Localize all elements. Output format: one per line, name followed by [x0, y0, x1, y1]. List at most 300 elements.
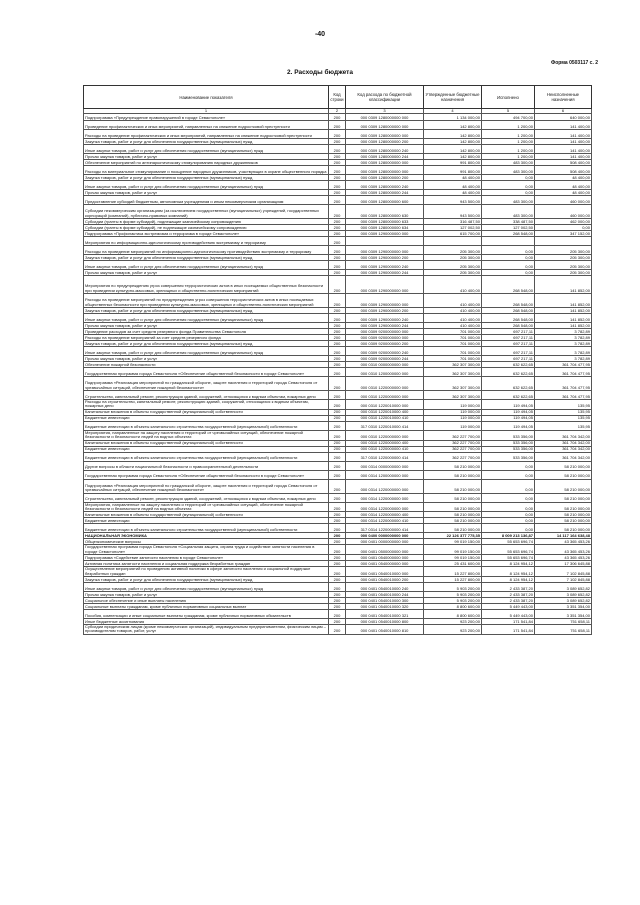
row-executed: 8 124 954,12 — [482, 561, 535, 567]
row-executed: 1 200,00 — [482, 121, 535, 130]
row-code: 200 — [329, 166, 346, 175]
row-code: 200 — [329, 205, 346, 219]
row-executed: 632 622,65 — [482, 391, 535, 400]
row-remaining: 361 704 342,00 — [535, 440, 592, 446]
row-approved: 701 000,00 — [424, 329, 482, 335]
row-approved: 205 300,00 — [424, 270, 482, 276]
row-name: Мероприятия по предупреждению угроз совершения террористических актов в иных посещаемых общественных безопасности при проведении культурно-массовых, зрелищных и общественно-политических мероприятий — [84, 276, 329, 294]
row-approved: 205 300,00 — [424, 246, 482, 255]
row-approved: 1 134 000,00 — [424, 114, 482, 121]
row-code: 200 — [329, 583, 346, 592]
column-header-approved: Утвержденные бюджетные назначения — [424, 86, 482, 109]
row-kbk: 000 0309 1280000000 000 — [346, 121, 424, 130]
row-kbk: 000 0309 1290000000 000 — [346, 231, 424, 237]
table-row — [84, 246, 592, 255]
row-remaining: 141 852,00 — [535, 314, 592, 323]
row-code: 200 — [329, 610, 346, 619]
row-approved: 615 700,00 — [424, 231, 482, 237]
row-name: Прочая закупка товаров, работ и услуг — [84, 592, 329, 598]
row-kbk: 000 0309 1290000000 240 — [346, 314, 424, 323]
row-code: 200 — [329, 261, 346, 270]
row-remaining: 508 400,00 — [535, 166, 592, 175]
row-kbk: 000 0401 0540010000 000 — [346, 567, 424, 577]
row-code: 200 — [329, 294, 346, 308]
row-executed: 483 300,00 — [482, 205, 535, 219]
table-row — [84, 625, 592, 635]
row-code: 200 — [329, 255, 346, 261]
row-remaining: 58 210 000,00 — [535, 479, 592, 493]
row-code: 200 — [329, 356, 346, 362]
table-row — [84, 561, 592, 567]
row-executed: 127 002,50 — [482, 225, 535, 231]
row-kbk: 000 0401 0540010000 244 — [346, 592, 424, 598]
row-name: Иные закупки товаров, работ и услуг для обеспечения государственных (муниципальных) нужд — [84, 314, 329, 323]
column-number: 6 — [535, 109, 592, 114]
row-executed: 0,00 — [482, 190, 535, 196]
row-code: 200 — [329, 314, 346, 323]
table-row — [84, 225, 592, 231]
column-header-row-code: Код строки — [329, 86, 346, 109]
row-remaining: 48 400,00 — [535, 190, 592, 196]
row-code: 200 — [329, 246, 346, 255]
row-name: Проведение расходов за счет средств резервного фонда Правительства Севастополя — [84, 329, 329, 335]
row-kbk: 000 0314 1200000000 000 — [346, 470, 424, 479]
row-remaining: 462 000,00 — [535, 219, 592, 225]
row-executed: 0,00 — [482, 181, 535, 190]
row-approved: 8 800 600,00 — [424, 610, 482, 619]
row-kbk: 000 0309 1280000000 200 — [346, 175, 424, 181]
expenses-table — [83, 85, 592, 635]
row-name: НАЦИОНАЛЬНАЯ ЭКОНОМИКА — [84, 533, 329, 539]
row-kbk: 000 0309 1280000000 000 — [346, 114, 424, 121]
row-approved: 58 210 000,00 — [424, 470, 482, 479]
row-executed: 8 009 213 136,87 — [482, 533, 535, 539]
row-executed: 0,00 — [482, 246, 535, 255]
row-approved: 205 300,00 — [424, 261, 482, 270]
table-row — [84, 196, 592, 205]
row-code: 200 — [329, 619, 346, 625]
row-kbk: 000 0310 1220000000 000 — [346, 377, 424, 391]
row-executed: 1 200,00 — [482, 130, 535, 139]
row-kbk: 000 0314 1220000000 000 — [346, 493, 424, 502]
row-remaining: 141 400,00 — [535, 154, 592, 160]
row-executed: 632 622,65 — [482, 368, 535, 377]
row-code: 200 — [329, 592, 346, 598]
row-remaining: 205 300,00 — [535, 261, 592, 270]
row-code: 200 — [329, 461, 346, 470]
row-code: 200 — [329, 130, 346, 139]
table-row — [84, 237, 592, 246]
row-name: Предоставление субсидий бюджетным, автономным учреждениям и иным некоммерческим организациям — [84, 196, 329, 205]
row-kbk: 000 0309 1280000000 244 — [346, 154, 424, 160]
table-row — [84, 368, 592, 377]
row-name: Закупка товаров, работ и услуг для обеспечения государственных (муниципальных) нужд — [84, 175, 329, 181]
row-name: Пособия, компенсации и иные социальные выплаты гражданам, кроме публичных нормативных обязательств — [84, 610, 329, 619]
table-row — [84, 145, 592, 154]
row-remaining: 205 300,00 — [535, 246, 592, 255]
row-kbk: 000 0309 1290000000 240 — [346, 261, 424, 270]
table-row — [84, 545, 592, 555]
row-code: 200 — [329, 502, 346, 512]
row-code: 200 — [329, 362, 346, 368]
row-kbk: 000 0309 1280000000 630 — [346, 205, 424, 219]
row-remaining: 7 102 845,88 — [535, 577, 592, 583]
row-kbk: 000 0310 1200000000 000 — [346, 368, 424, 377]
table-row — [84, 452, 592, 461]
row-approved: 943 500,00 — [424, 205, 482, 219]
row-remaining: 43 365 453,26 — [535, 545, 592, 555]
row-remaining: 48 400,00 — [535, 181, 592, 190]
row-executed: 2 433 387,20 — [482, 583, 535, 592]
table-row — [84, 598, 592, 604]
row-kbk: 000 0309 1290000000 200 — [346, 308, 424, 314]
row-name: Расходы на проведение мероприятий по предупреждению угроз совершения террористических актов в иных посещаемых общественных безопасности при проведении культурно-массовых, зрелищных и общественно-политических мероприятий — [84, 294, 329, 308]
table-row — [84, 205, 592, 219]
table-row — [84, 524, 592, 533]
row-kbk: 000 0401 0540010000 320 — [346, 604, 424, 610]
row-approved: 15 227 800,00 — [424, 577, 482, 583]
row-executed: 119 494,05 — [482, 415, 535, 421]
row-remaining: 3 782,89 — [535, 329, 592, 335]
row-executed: 171 541,84 — [482, 619, 535, 625]
row-approved: 58 210 000,00 — [424, 512, 482, 518]
row-name: Прочая закупка товаров, работ и услуг — [84, 356, 329, 362]
row-kbk: 000 0309 9200000000 000 — [346, 335, 424, 341]
row-code: 200 — [329, 533, 346, 539]
row-name: Бюджетные инвестиции в объекты капитального строительства государственной (муниципальной) собственности — [84, 421, 329, 430]
row-kbk: 000 0309 1280000000 633 — [346, 219, 424, 225]
row-approved: 99 019 150,00 — [424, 539, 482, 545]
row-name: Прочая закупка товаров, работ и услуг — [84, 154, 329, 160]
row-remaining: 135,95 — [535, 421, 592, 430]
row-approved: 119 000,00 — [424, 400, 482, 410]
column-number: 4 — [424, 109, 482, 114]
row-executed: 268 548,00 — [482, 294, 535, 308]
row-kbk: 000 0309 1290000000 000 — [346, 294, 424, 308]
row-name: Субсидии (гранты в форме субсидий), подлежащие казначейскому сопровождению — [84, 219, 329, 225]
row-approved: 362 227 700,00 — [424, 446, 482, 452]
row-executed: 0,00 — [482, 270, 535, 276]
row-remaining: 3 782,89 — [535, 335, 592, 341]
row-remaining: 347 152,00 — [535, 231, 592, 237]
row-remaining: 48 400,00 — [535, 175, 592, 181]
row-kbk: 000 0310 1220010000 400 — [346, 409, 424, 415]
row-remaining: 205 300,00 — [535, 255, 592, 261]
row-remaining: 43 365 453,26 — [535, 539, 592, 545]
row-name: Бюджетные инвестиции — [84, 446, 329, 452]
table-row — [84, 341, 592, 347]
row-approved: 142 800,00 — [424, 154, 482, 160]
row-name: Закупка товаров, работ и услуг для обеспечения государственных (муниципальных) нужд — [84, 577, 329, 583]
row-name: Обеспечение мероприятий по антинаркотическому стимулированию народных дружинников — [84, 160, 329, 166]
row-executed: 268 548,00 — [482, 314, 535, 323]
row-name: Государственная программа города Севастополя «Обеспечение общественной безопасности в городе Севастополе» — [84, 470, 329, 479]
row-kbk: 000 0401 0540000000 000 — [346, 555, 424, 561]
row-remaining: 17 306 645,88 — [535, 561, 592, 567]
table-row — [84, 166, 592, 175]
row-code: 200 — [329, 518, 346, 524]
row-name: Капитальные вложения в объекты государственной (муниципальной) собственности — [84, 440, 329, 446]
table-row — [84, 567, 592, 577]
table-row — [84, 479, 592, 493]
row-name: Прочая закупка товаров, работ и услуг — [84, 190, 329, 196]
row-code: 200 — [329, 440, 346, 446]
row-executed: 268 548,00 — [482, 231, 535, 237]
row-approved: 362 227 700,00 — [424, 452, 482, 461]
row-approved: 362 227 700,00 — [424, 430, 482, 440]
row-name: Иные бюджетные ассигнования — [84, 619, 329, 625]
row-kbk: 000 0309 9200000000 244 — [346, 356, 424, 362]
row-code: 200 — [329, 347, 346, 356]
row-code: 200 — [329, 335, 346, 341]
row-executed: 494 700,00 — [482, 114, 535, 121]
row-kbk: 000 0309 9200000000 200 — [346, 341, 424, 347]
row-kbk: 000 0309 1280000000 000 — [346, 166, 424, 175]
row-code: 200 — [329, 625, 346, 635]
row-name: Подпрограмма «Предупреждение правонарушений в городе Севастополе» — [84, 114, 329, 121]
row-remaining: 3 089 652,82 — [535, 598, 592, 604]
row-approved: 316 487,50 — [424, 219, 482, 225]
row-remaining: 141 852,00 — [535, 276, 592, 294]
row-approved: 58 210 000,00 — [424, 493, 482, 502]
row-remaining: 3 782,89 — [535, 341, 592, 347]
row-remaining: 361 704 477,95 — [535, 368, 592, 377]
row-approved: 58 210 000,00 — [424, 461, 482, 470]
row-name: Иные закупки товаров, работ и услуг для обеспечения государственных (муниципальных) нужд — [84, 145, 329, 154]
row-remaining: 58 210 000,00 — [535, 502, 592, 512]
row-approved: 410 400,00 — [424, 323, 482, 329]
row-approved: 362 307 300,00 — [424, 362, 482, 368]
row-name: Закупка товаров, работ и услуг для обеспечения государственных (муниципальных) нужд — [84, 341, 329, 347]
row-code: 200 — [329, 145, 346, 154]
table-row — [84, 314, 592, 323]
expenses-table-container — [83, 85, 591, 635]
row-kbk: 000 0310 1220000000 410 — [346, 446, 424, 452]
row-remaining: 58 210 000,00 — [535, 518, 592, 524]
row-approved: 362 307 300,00 — [424, 391, 482, 400]
section-title: 2. Расходы бюджета — [287, 69, 353, 76]
table-row — [84, 329, 592, 335]
row-approved: 410 400,00 — [424, 308, 482, 314]
row-code: 200 — [329, 190, 346, 196]
row-name: Бюджетные инвестиции — [84, 415, 329, 421]
row-approved: 119 000,00 — [424, 421, 482, 430]
row-name: Строительство, капитальный ремонт, реконструкция зданий, сооружений, относящихся к водным объектам, пожарных депо — [84, 391, 329, 400]
row-approved: 58 210 000,00 — [424, 502, 482, 512]
row-approved: 991 800,00 — [424, 160, 482, 166]
row-remaining: 58 210 000,00 — [535, 512, 592, 518]
row-name: Бюджетные инвестиции в объекты капитального строительства государственной (муниципальной) собственности — [84, 452, 329, 461]
row-code: 200 — [329, 512, 346, 518]
row-executed: 0,00 — [482, 261, 535, 270]
row-remaining: 58 210 000,00 — [535, 524, 592, 533]
row-kbk: 000 0401 0540010000 240 — [346, 583, 424, 592]
row-kbk: 000 0309 9200000000 000 — [346, 329, 424, 335]
row-remaining: 361 704 477,95 — [535, 362, 592, 368]
row-executed: 0,00 — [482, 255, 535, 261]
row-kbk: 000 0309 1280000000 600 — [346, 196, 424, 205]
row-remaining: 141 400,00 — [535, 145, 592, 154]
row-name: Субсидии юридическим лицам (кроме некоммерческих организаций), индивидуальным предпринимателям, физическим лицам – производителям товаров, работ, услуг — [84, 625, 329, 635]
row-executed: 632 622,65 — [482, 377, 535, 391]
row-executed: 697 217,11 — [482, 329, 535, 335]
row-executed: 268 548,00 — [482, 308, 535, 314]
row-kbk: 000 0401 0500000000 000 — [346, 545, 424, 555]
row-approved — [424, 237, 482, 246]
row-remaining: 141 852,00 — [535, 323, 592, 329]
row-remaining: 135,95 — [535, 409, 592, 415]
row-executed: 5 449 443,00 — [482, 604, 535, 610]
row-executed: 697 217,11 — [482, 335, 535, 341]
table-row — [84, 114, 592, 121]
row-kbk: 000 0310 1220010000 000 — [346, 400, 424, 410]
row-code: 200 — [329, 567, 346, 577]
row-remaining: 141 400,00 — [535, 139, 592, 145]
row-remaining: 3 782,89 — [535, 356, 592, 362]
row-approved: 923 200,00 — [424, 625, 482, 635]
row-approved: 8 800 600,00 — [424, 604, 482, 610]
table-row — [84, 461, 592, 470]
table-header-row — [84, 86, 592, 109]
row-executed: 0,00 — [482, 175, 535, 181]
row-remaining: 7 102 845,88 — [535, 567, 592, 577]
row-name: Осуществление мероприятий по проведению активной политики в сфере занятости населения и социальной поддержке безработных граждан — [84, 567, 329, 577]
row-remaining: 3 089 652,82 — [535, 592, 592, 598]
row-code: 200 — [329, 154, 346, 160]
table-row — [84, 130, 592, 139]
row-remaining: 135,95 — [535, 415, 592, 421]
column-number: 5 — [482, 109, 535, 114]
row-name: Субсидии (гранты в форме субсидий), не подлежащие казначейскому сопровождению — [84, 225, 329, 231]
table-row — [84, 409, 592, 415]
row-kbk: 000 0309 1280000000 634 — [346, 225, 424, 231]
row-name: Общеэкономические вопросы — [84, 539, 329, 545]
row-code: 200 — [329, 493, 346, 502]
row-kbk — [346, 237, 424, 246]
row-approved: 410 400,00 — [424, 276, 482, 294]
row-remaining: 361 704 477,95 — [535, 391, 592, 400]
row-code: 200 — [329, 196, 346, 205]
row-kbk: 000 0309 1290000000 244 — [346, 323, 424, 329]
row-executed: 2 433 387,20 — [482, 592, 535, 598]
row-remaining: 361 704 477,95 — [535, 377, 592, 391]
row-name: Мероприятия по информационно-идеологическому противодействию экстремизму и терроризму — [84, 237, 329, 246]
row-remaining: 3 351 354,00 — [535, 610, 592, 619]
row-approved: 22 126 377 775,35 — [424, 533, 482, 539]
row-code: 200 — [329, 219, 346, 225]
row-executed: 55 653 696,74 — [482, 539, 535, 545]
row-code: 200 — [329, 377, 346, 391]
row-approved: 362 227 700,00 — [424, 440, 482, 446]
row-remaining: 460 000,00 — [535, 196, 592, 205]
row-kbk: 000 0310 1220000000 400 — [346, 440, 424, 446]
table-body — [84, 114, 592, 635]
row-approved: 127 002,50 — [424, 225, 482, 231]
row-kbk: 000 0309 1280000000 200 — [346, 139, 424, 145]
row-approved: 701 000,00 — [424, 341, 482, 347]
row-code: 200 — [329, 421, 346, 430]
row-executed: 0,00 — [482, 512, 535, 518]
row-approved: 142 800,00 — [424, 145, 482, 154]
column-header-name: Наименование показателя — [84, 86, 329, 109]
row-approved: 58 210 000,00 — [424, 524, 482, 533]
row-remaining: 141 400,00 — [535, 121, 592, 130]
row-approved: 119 000,00 — [424, 415, 482, 421]
row-executed: 0,00 — [482, 502, 535, 512]
row-remaining: 508 400,00 — [535, 160, 592, 166]
row-executed: 119 494,05 — [482, 400, 535, 410]
row-kbk: 000 0314 1220000000 400 — [346, 512, 424, 518]
row-kbk: 000 0309 1290000000 000 — [346, 276, 424, 294]
row-approved: 701 000,00 — [424, 347, 482, 356]
row-executed: 0,00 — [482, 524, 535, 533]
row-approved: 943 500,00 — [424, 196, 482, 205]
table-row — [84, 219, 592, 225]
row-kbk: 000 0314 1220000000 410 — [346, 518, 424, 524]
row-executed: 55 653 696,74 — [482, 555, 535, 561]
row-approved: 15 227 800,00 — [424, 567, 482, 577]
row-approved: 99 019 150,00 — [424, 555, 482, 561]
row-code: 200 — [329, 391, 346, 400]
row-approved: 5 903 200,00 — [424, 583, 482, 592]
row-name: Мероприятия, направленные на защиту населения и территорий от чрезвычайных ситуаций, обеспечение пожарной безопасности и безопасности людей на водных объектах — [84, 502, 329, 512]
row-remaining: 0,00 — [535, 225, 592, 231]
row-code: 200 — [329, 323, 346, 329]
row-executed: 2 433 387,20 — [482, 598, 535, 604]
row-code: 200 — [329, 539, 346, 545]
row-kbk: 000 0314 0000000000 000 — [346, 461, 424, 470]
row-code: 200 — [329, 524, 346, 533]
row-code: 200 — [329, 470, 346, 479]
row-code: 200 — [329, 545, 346, 555]
row-executed: 1 200,00 — [482, 154, 535, 160]
row-approved: 142 800,00 — [424, 121, 482, 130]
row-kbk: 000 0401 0000000000 000 — [346, 539, 424, 545]
row-executed: 338 487,50 — [482, 219, 535, 225]
row-approved: 142 800,00 — [424, 130, 482, 139]
row-kbk: 000 0401 0540000000 000 — [346, 561, 424, 567]
row-executed: 697 217,11 — [482, 347, 535, 356]
row-approved: 25 431 600,00 — [424, 561, 482, 567]
row-name: Подпрограмма «Реализация мероприятий по гражданской обороне, защите населения и территорий города Севастополя от чрезвычайных ситуаций, обеспечение пожарной безопасности» — [84, 479, 329, 493]
row-code: 200 — [329, 561, 346, 567]
row-remaining: 3 351 354,00 — [535, 604, 592, 610]
row-approved: 48 400,00 — [424, 181, 482, 190]
row-executed: 632 622,65 — [482, 362, 535, 368]
row-name: Другие вопросы в области национальной безопасности и правоохранительной деятельности — [84, 461, 329, 470]
row-remaining: 751 658,11 — [535, 625, 592, 635]
row-code: 200 — [329, 555, 346, 561]
table-row — [84, 391, 592, 400]
row-executed: 8 124 954,12 — [482, 577, 535, 583]
row-approved: 99 019 150,00 — [424, 545, 482, 555]
row-code: 200 — [329, 121, 346, 130]
row-name: Государственная программа города Севастополя «Социальная защита, охрана труда и содействие занятости населения в городе Севастополе» — [84, 545, 329, 555]
row-name: Подпрограмма «Содействие занятости населения в городе Севастополе» — [84, 555, 329, 561]
table-row — [84, 610, 592, 619]
row-remaining — [535, 237, 592, 246]
row-code: 200 — [329, 181, 346, 190]
table-row — [84, 604, 592, 610]
row-name: Проведение профилактических и иных мероприятий, направленных на снижение подростковой преступности — [84, 121, 329, 130]
row-code: 200 — [329, 479, 346, 493]
row-remaining: 460 000,00 — [535, 205, 592, 219]
row-approved: 362 307 300,00 — [424, 377, 482, 391]
row-executed: 533 356,00 — [482, 440, 535, 446]
row-approved: 48 400,00 — [424, 190, 482, 196]
row-name: Подпрограмма «Реализация мероприятий по гражданской обороне, защите населения и территорий города Севастополя от чрезвычайных ситуаций, обеспечение пожарной безопасности» — [84, 377, 329, 391]
table-row — [84, 430, 592, 440]
